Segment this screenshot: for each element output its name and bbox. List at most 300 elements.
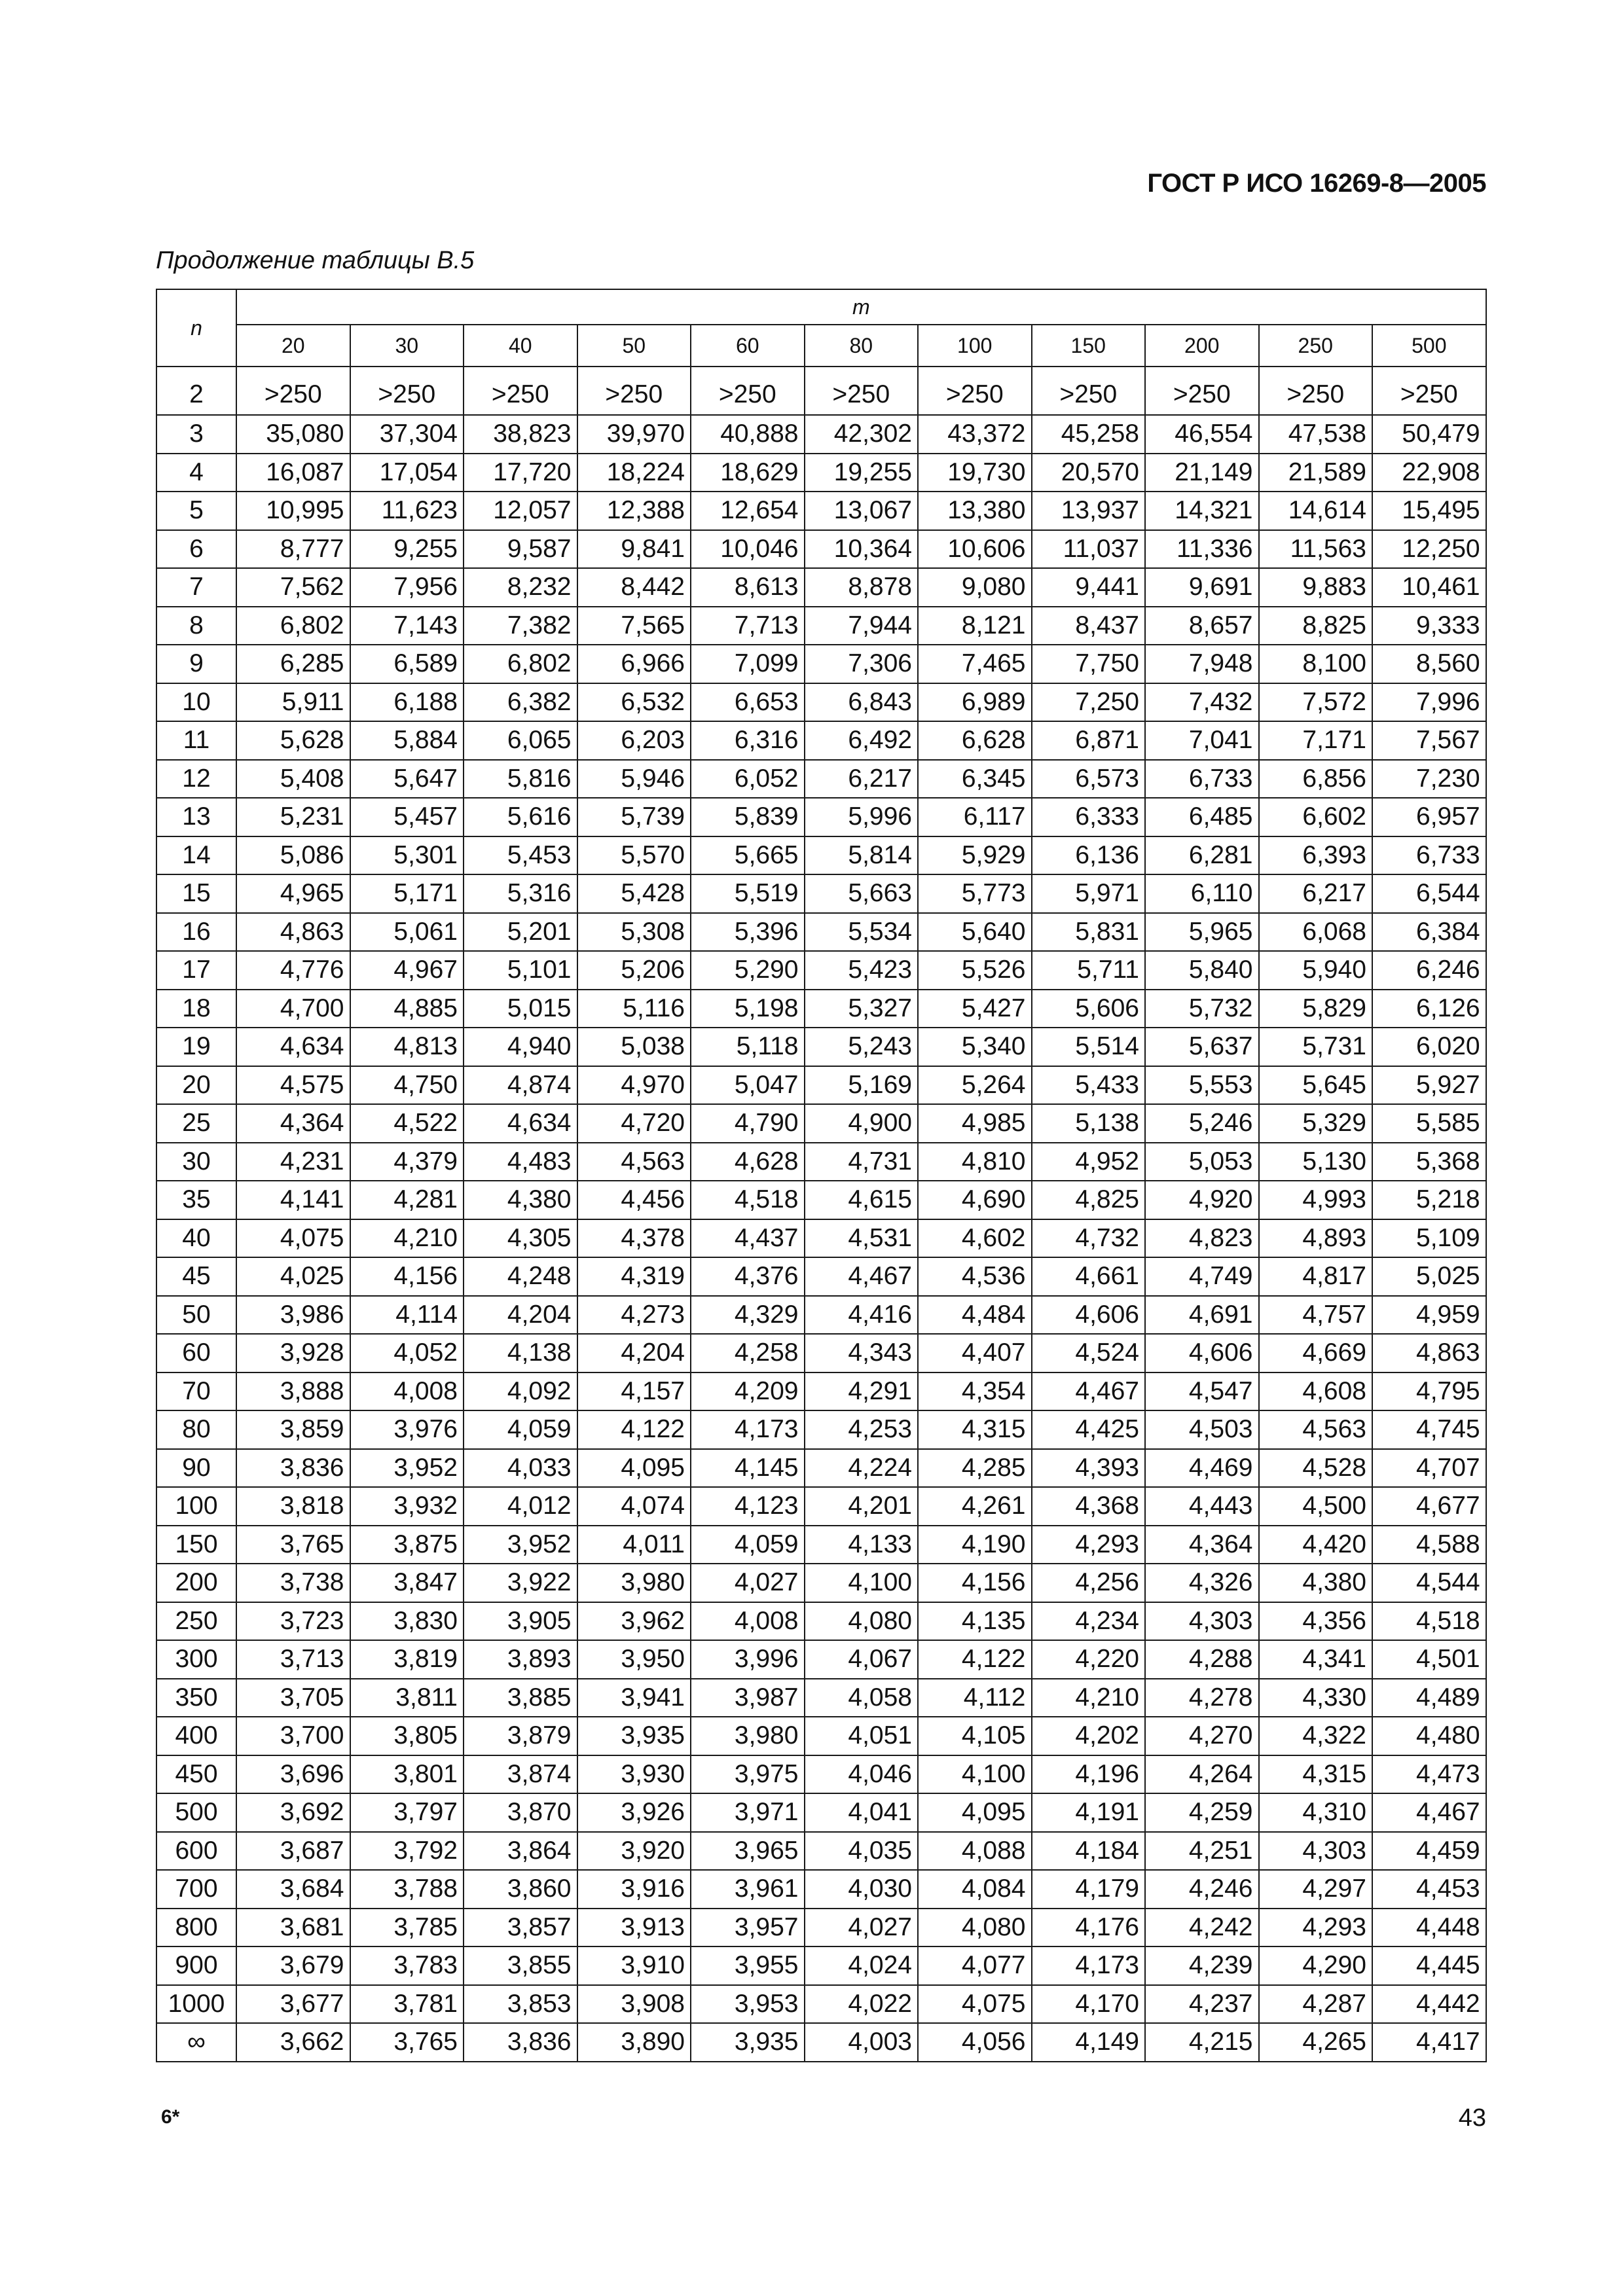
table-row — [156, 874, 1486, 913]
factor-cell: 8,437 — [1032, 607, 1146, 645]
table-row — [156, 1296, 1486, 1335]
m-value-header: 200 — [1145, 325, 1259, 367]
m-value-header: 100 — [918, 325, 1032, 367]
factor-cell: 5,201 — [464, 913, 577, 952]
factor-cell: 6,217 — [1259, 874, 1373, 913]
factor-cell: 6,653 — [691, 683, 805, 722]
factor-cell: 10,461 — [1372, 568, 1486, 607]
factor-cell: 7,230 — [1372, 760, 1486, 798]
factor-cell: 5,290 — [691, 951, 805, 990]
factor-cell: 50,479 — [1372, 415, 1486, 454]
factor-cell: 6,733 — [1372, 836, 1486, 875]
factor-cell: 10,995 — [236, 492, 350, 530]
factor-cell: 4,528 — [1259, 1449, 1373, 1488]
factor-cell: 5,647 — [350, 760, 464, 798]
factor-cell: 4,952 — [1032, 1143, 1146, 1181]
factor-cell: 4,893 — [1259, 1219, 1373, 1258]
factor-cell: 4,700 — [236, 990, 350, 1028]
factor-cell: 4,322 — [1259, 1717, 1373, 1755]
factor-cell: 4,095 — [918, 1793, 1032, 1832]
factor-cell: 3,681 — [236, 1909, 350, 1947]
factor-cell: 5,086 — [236, 836, 350, 875]
header-row-m — [156, 289, 1486, 325]
factor-cell: 4,518 — [1372, 1602, 1486, 1641]
factor-cell: 7,956 — [350, 568, 464, 607]
factor-cell: 4,184 — [1032, 1832, 1146, 1871]
factor-cell: 7,567 — [1372, 721, 1486, 760]
factor-cell: 5,138 — [1032, 1104, 1146, 1143]
table-row — [156, 1985, 1486, 2024]
factor-cell: 4,885 — [350, 990, 464, 1028]
table-row — [156, 1104, 1486, 1143]
factor-cell: 6,856 — [1259, 760, 1373, 798]
factor-cell: 37,304 — [350, 415, 464, 454]
factor-cell: 4,027 — [691, 1564, 805, 1602]
n-value-cell: 11 — [156, 721, 236, 760]
factor-cell: 3,932 — [350, 1487, 464, 1526]
factor-cell: 4,204 — [577, 1334, 691, 1372]
factor-cell: 4,149 — [1032, 2023, 1146, 2062]
factor-cell: 4,265 — [1259, 2023, 1373, 2062]
factor-cell: 3,980 — [691, 1717, 805, 1755]
factor-cell: 18,224 — [577, 454, 691, 492]
factor-cell: 4,745 — [1372, 1410, 1486, 1449]
factor-cell: 3,819 — [350, 1640, 464, 1679]
factor-cell: 3,853 — [464, 1985, 577, 2024]
n-value-cell: 35 — [156, 1181, 236, 1219]
factor-cell: 4,364 — [236, 1104, 350, 1143]
factor-cell: 4,368 — [1032, 1487, 1146, 1526]
factor-cell: 9,080 — [918, 568, 1032, 607]
factor-cell: 5,773 — [918, 874, 1032, 913]
table-row — [156, 568, 1486, 607]
factor-cell: 3,952 — [350, 1449, 464, 1488]
factor-cell: 3,910 — [577, 1946, 691, 1985]
factor-cell: 4,303 — [1145, 1602, 1259, 1641]
factor-cell: 13,380 — [918, 492, 1032, 530]
factor-cell: 3,687 — [236, 1832, 350, 1871]
factor-cell: 4,677 — [1372, 1487, 1486, 1526]
factor-cell: 6,285 — [236, 645, 350, 683]
factor-cell: 4,027 — [805, 1909, 919, 1947]
factor-cell: 6,217 — [805, 760, 919, 798]
factor-cell: 3,980 — [577, 1564, 691, 1602]
factor-cell: 4,253 — [805, 1410, 919, 1449]
factor-cell: 3,961 — [691, 1870, 805, 1909]
factor-cell: >250 — [1259, 367, 1373, 415]
factor-cell: 35,080 — [236, 415, 350, 454]
factor-cell: >250 — [236, 367, 350, 415]
factor-cell: 5,831 — [1032, 913, 1146, 952]
factor-cell: 19,255 — [805, 454, 919, 492]
standard-designation: ГОСТ Р ИСО 16269-8—2005 — [1147, 169, 1486, 198]
factor-cell: 4,437 — [691, 1219, 805, 1258]
factor-cell: 7,750 — [1032, 645, 1146, 683]
factor-cell: 4,293 — [1032, 1526, 1146, 1564]
factor-cell: 3,986 — [236, 1296, 350, 1335]
factor-cell: 4,190 — [918, 1526, 1032, 1564]
factor-cell: 6,966 — [577, 645, 691, 683]
factor-cell: 47,538 — [1259, 415, 1373, 454]
factor-cell: 4,209 — [691, 1372, 805, 1411]
factor-cell: 3,818 — [236, 1487, 350, 1526]
table-row — [156, 607, 1486, 645]
table-row — [156, 1679, 1486, 1717]
factor-cell: 5,198 — [691, 990, 805, 1028]
factor-cell: 4,258 — [691, 1334, 805, 1372]
factor-cell: 7,143 — [350, 607, 464, 645]
factor-cell: 6,589 — [350, 645, 464, 683]
factor-cell: 5,243 — [805, 1028, 919, 1066]
factor-cell: 4,900 — [805, 1104, 919, 1143]
factor-cell: 4,024 — [805, 1946, 919, 1985]
factor-cell: 4,077 — [918, 1946, 1032, 1985]
factor-cell: 4,501 — [1372, 1640, 1486, 1679]
factor-cell: 4,088 — [918, 1832, 1032, 1871]
n-value-cell: 80 — [156, 1410, 236, 1449]
factor-cell: 4,467 — [1372, 1793, 1486, 1832]
table-row — [156, 1564, 1486, 1602]
factor-cell: 4,248 — [464, 1257, 577, 1296]
factor-cell: 4,547 — [1145, 1372, 1259, 1411]
factor-cell: 4,757 — [1259, 1296, 1373, 1335]
n-value-cell: 17 — [156, 951, 236, 990]
factor-cell: 5,739 — [577, 798, 691, 836]
factor-cell: 4,256 — [1032, 1564, 1146, 1602]
factor-cell: 7,250 — [1032, 683, 1146, 722]
factor-cell: 6,989 — [918, 683, 1032, 722]
n-value-cell: 300 — [156, 1640, 236, 1679]
factor-cell: 4,749 — [1145, 1257, 1259, 1296]
n-value-cell: 16 — [156, 913, 236, 952]
factor-cell: 4,970 — [577, 1066, 691, 1105]
n-value-cell: 90 — [156, 1449, 236, 1488]
factor-cell: 3,692 — [236, 1793, 350, 1832]
table-row — [156, 645, 1486, 683]
factor-cell: 4,606 — [1145, 1334, 1259, 1372]
factor-cell: 5,570 — [577, 836, 691, 875]
table-caption: Продолжение таблицы В.5 — [156, 247, 475, 274]
n-value-cell: 5 — [156, 492, 236, 530]
factor-cell: 4,874 — [464, 1066, 577, 1105]
factor-cell: 4,825 — [1032, 1181, 1146, 1219]
factor-cell: 4,959 — [1372, 1296, 1486, 1335]
factor-cell: 4,204 — [464, 1296, 577, 1335]
factor-cell: 4,467 — [805, 1257, 919, 1296]
factor-cell: 16,087 — [236, 454, 350, 492]
factor-cell: 3,723 — [236, 1602, 350, 1641]
factor-cell: 3,928 — [236, 1334, 350, 1372]
factor-cell: 6,393 — [1259, 836, 1373, 875]
factor-cell: 4,453 — [1372, 1870, 1486, 1909]
factor-cell: 4,046 — [805, 1755, 919, 1794]
factor-cell: 4,731 — [805, 1143, 919, 1181]
factor-cell: 7,565 — [577, 607, 691, 645]
factor-cell: 4,563 — [577, 1143, 691, 1181]
table-row — [156, 1410, 1486, 1449]
factor-cell: 4,270 — [1145, 1717, 1259, 1755]
factor-cell: 5,665 — [691, 836, 805, 875]
factor-cell: 4,210 — [1032, 1679, 1146, 1717]
table-row — [156, 721, 1486, 760]
factor-cell: 21,149 — [1145, 454, 1259, 492]
factor-cell: 5,731 — [1259, 1028, 1373, 1066]
factor-cell: 3,765 — [350, 2023, 464, 2062]
factor-cell: 9,691 — [1145, 568, 1259, 607]
factor-cell: 4,795 — [1372, 1372, 1486, 1411]
n-value-cell: 200 — [156, 1564, 236, 1602]
n-value-cell: 45 — [156, 1257, 236, 1296]
m-value-header: 150 — [1032, 325, 1146, 367]
factor-cell: 3,801 — [350, 1755, 464, 1794]
factor-cell: >250 — [805, 367, 919, 415]
factor-cell: 3,885 — [464, 1679, 577, 1717]
factor-cell: 4,234 — [1032, 1602, 1146, 1641]
factor-cell: 4,661 — [1032, 1257, 1146, 1296]
factor-cell: 6,485 — [1145, 798, 1259, 836]
factor-cell: 5,428 — [577, 874, 691, 913]
factor-cell: 6,544 — [1372, 874, 1486, 913]
n-value-cell: 900 — [156, 1946, 236, 1985]
factor-cell: 7,465 — [918, 645, 1032, 683]
factor-cell: 6,384 — [1372, 913, 1486, 952]
factor-cell: 6,065 — [464, 721, 577, 760]
factor-cell: 4,246 — [1145, 1870, 1259, 1909]
table-row — [156, 798, 1486, 836]
factor-cell: 4,285 — [918, 1449, 1032, 1488]
factor-cell: 4,051 — [805, 1717, 919, 1755]
factor-cell: 4,122 — [577, 1410, 691, 1449]
factor-cell: >250 — [577, 367, 691, 415]
factor-cell: 3,797 — [350, 1793, 464, 1832]
n-value-cell: 4 — [156, 454, 236, 492]
factor-cell: 4,628 — [691, 1143, 805, 1181]
factor-cell: 4,008 — [350, 1372, 464, 1411]
factor-cell: 5,640 — [918, 913, 1032, 952]
factor-cell: 42,302 — [805, 415, 919, 454]
factor-cell: 12,654 — [691, 492, 805, 530]
factor-cell: 4,210 — [350, 1219, 464, 1258]
n-value-cell: 9 — [156, 645, 236, 683]
factor-cell: 4,105 — [918, 1717, 1032, 1755]
factor-cell: 38,823 — [464, 415, 577, 454]
factor-cell: 5,637 — [1145, 1028, 1259, 1066]
n-value-cell: 8 — [156, 607, 236, 645]
factor-cell: 3,952 — [464, 1526, 577, 1564]
factor-cell: 4,378 — [577, 1219, 691, 1258]
factor-cell: 5,116 — [577, 990, 691, 1028]
factor-cell: 3,957 — [691, 1909, 805, 1947]
n-value-cell: 350 — [156, 1679, 236, 1717]
factor-cell: 4,480 — [1372, 1717, 1486, 1755]
factor-cell: 5,169 — [805, 1066, 919, 1105]
n-value-cell: 600 — [156, 1832, 236, 1871]
factor-cell: 3,662 — [236, 2023, 350, 2062]
factor-cell: 14,321 — [1145, 492, 1259, 530]
factor-cell: 5,628 — [236, 721, 350, 760]
factor-cell: 4,033 — [464, 1449, 577, 1488]
factor-cell: 4,237 — [1145, 1985, 1259, 2024]
factor-cell: 3,875 — [350, 1526, 464, 1564]
n-value-cell: 13 — [156, 798, 236, 836]
factor-cell: 4,170 — [1032, 1985, 1146, 2024]
factor-cell: 6,126 — [1372, 990, 1486, 1028]
factor-cell: 5,061 — [350, 913, 464, 952]
factor-cell: 8,442 — [577, 568, 691, 607]
factor-cell: 10,364 — [805, 530, 919, 569]
table-row — [156, 1755, 1486, 1794]
factor-cell: 4,092 — [464, 1372, 577, 1411]
factor-cell: 39,970 — [577, 415, 691, 454]
factor-cell: 4,329 — [691, 1296, 805, 1335]
factor-cell: 4,261 — [918, 1487, 1032, 1526]
factor-cell: 8,100 — [1259, 645, 1373, 683]
factor-cell: 5,929 — [918, 836, 1032, 875]
n-value-cell: 700 — [156, 1870, 236, 1909]
factor-cell: 8,825 — [1259, 607, 1373, 645]
factor-cell: 3,677 — [236, 1985, 350, 2024]
factor-cell: 3,874 — [464, 1755, 577, 1794]
factor-cell: 4,133 — [805, 1526, 919, 1564]
factor-cell: 46,554 — [1145, 415, 1259, 454]
factor-cell: 5,408 — [236, 760, 350, 798]
factor-cell: 4,074 — [577, 1487, 691, 1526]
factor-cell: 3,811 — [350, 1679, 464, 1717]
factor-cell: 7,382 — [464, 607, 577, 645]
factor-cell: 3,962 — [577, 1602, 691, 1641]
factor-cell: 4,080 — [805, 1602, 919, 1641]
factor-cell: 4,518 — [691, 1181, 805, 1219]
factor-cell: 7,562 — [236, 568, 350, 607]
factor-cell: 4,173 — [1032, 1946, 1146, 1985]
factor-cell: 12,057 — [464, 492, 577, 530]
factor-cell: 13,067 — [805, 492, 919, 530]
factor-cell: 5,519 — [691, 874, 805, 913]
factor-cell: 5,663 — [805, 874, 919, 913]
m-value-header: 500 — [1372, 325, 1486, 367]
m-value-header: 250 — [1259, 325, 1373, 367]
factor-cell: 4,059 — [691, 1526, 805, 1564]
n-value-cell: 250 — [156, 1602, 236, 1641]
factor-cell: 5,514 — [1032, 1028, 1146, 1066]
n-value-cell: 25 — [156, 1104, 236, 1143]
factor-cell: 3,705 — [236, 1679, 350, 1717]
factor-cell: 5,101 — [464, 951, 577, 990]
factor-cell: 4,364 — [1145, 1526, 1259, 1564]
factor-cell: 4,157 — [577, 1372, 691, 1411]
n-value-cell: 2 — [156, 367, 236, 415]
factor-cell: 15,495 — [1372, 492, 1486, 530]
factor-cell: 4,084 — [918, 1870, 1032, 1909]
factor-cell: 5,327 — [805, 990, 919, 1028]
factor-cell: 4,030 — [805, 1870, 919, 1909]
table-row — [156, 1334, 1486, 1372]
tolerance-factor-table — [156, 289, 1487, 2062]
factor-cell: 4,544 — [1372, 1564, 1486, 1602]
factor-cell: 12,250 — [1372, 530, 1486, 569]
factor-cell: 4,707 — [1372, 1449, 1486, 1488]
factor-cell: 4,443 — [1145, 1487, 1259, 1526]
factor-cell: 6,871 — [1032, 721, 1146, 760]
factor-cell: 5,118 — [691, 1028, 805, 1066]
factor-cell: 4,456 — [577, 1181, 691, 1219]
factor-cell: 5,047 — [691, 1066, 805, 1105]
factor-cell: 3,785 — [350, 1909, 464, 1947]
table-row — [156, 1602, 1486, 1641]
factor-cell: 4,273 — [577, 1296, 691, 1335]
factor-cell: 5,218 — [1372, 1181, 1486, 1219]
factor-cell: 7,948 — [1145, 645, 1259, 683]
m-value-header: 40 — [464, 325, 577, 367]
factor-cell: 4,141 — [236, 1181, 350, 1219]
factor-cell: 6,492 — [805, 721, 919, 760]
factor-cell: 14,614 — [1259, 492, 1373, 530]
factor-cell: 8,560 — [1372, 645, 1486, 683]
n-value-cell: 60 — [156, 1334, 236, 1372]
factor-cell: 3,859 — [236, 1410, 350, 1449]
factor-cell: 3,847 — [350, 1564, 464, 1602]
factor-cell: 10,046 — [691, 530, 805, 569]
factor-cell: 4,445 — [1372, 1946, 1486, 1985]
n-value-cell: 3 — [156, 415, 236, 454]
factor-cell: 4,442 — [1372, 1985, 1486, 2024]
factor-cell: 4,075 — [236, 1219, 350, 1258]
factor-cell: 5,308 — [577, 913, 691, 952]
factor-cell: 45,258 — [1032, 415, 1146, 454]
factor-cell: 4,967 — [350, 951, 464, 990]
m-value-header: 20 — [236, 325, 350, 367]
factor-cell: 5,301 — [350, 836, 464, 875]
factor-cell: 8,613 — [691, 568, 805, 607]
factor-cell: 12,388 — [577, 492, 691, 530]
n-value-cell: 20 — [156, 1066, 236, 1105]
factor-cell: 4,215 — [1145, 2023, 1259, 2062]
factor-cell: 3,830 — [350, 1602, 464, 1641]
factor-cell: 4,278 — [1145, 1679, 1259, 1717]
table-row — [156, 1793, 1486, 1832]
factor-cell: 3,975 — [691, 1755, 805, 1794]
factor-cell: 4,343 — [805, 1334, 919, 1372]
factor-cell: 4,173 — [691, 1410, 805, 1449]
factor-cell: 9,441 — [1032, 568, 1146, 607]
factor-cell: 5,025 — [1372, 1257, 1486, 1296]
factor-cell: 6,333 — [1032, 798, 1146, 836]
factor-cell: 4,315 — [918, 1410, 1032, 1449]
factor-cell: 4,379 — [350, 1143, 464, 1181]
factor-cell: 4,536 — [918, 1257, 1032, 1296]
factor-cell: 4,691 — [1145, 1296, 1259, 1335]
factor-cell: 4,059 — [464, 1410, 577, 1449]
factor-cell: 8,232 — [464, 568, 577, 607]
factor-cell: 5,109 — [1372, 1219, 1486, 1258]
factor-cell: 43,372 — [918, 415, 1032, 454]
factor-cell: 5,814 — [805, 836, 919, 875]
table-row — [156, 913, 1486, 952]
factor-cell: 4,407 — [918, 1334, 1032, 1372]
factor-cell: 4,575 — [236, 1066, 350, 1105]
factor-cell: 6,802 — [464, 645, 577, 683]
factor-cell: 4,416 — [805, 1296, 919, 1335]
table-row — [156, 1143, 1486, 1181]
factor-cell: >250 — [1372, 367, 1486, 415]
table-row — [156, 1372, 1486, 1411]
factor-cell: 3,893 — [464, 1640, 577, 1679]
factor-cell: 5,526 — [918, 951, 1032, 990]
factor-cell: 4,522 — [350, 1104, 464, 1143]
factor-cell: 4,376 — [691, 1257, 805, 1296]
factor-cell: 7,306 — [805, 645, 919, 683]
factor-cell: 4,503 — [1145, 1410, 1259, 1449]
